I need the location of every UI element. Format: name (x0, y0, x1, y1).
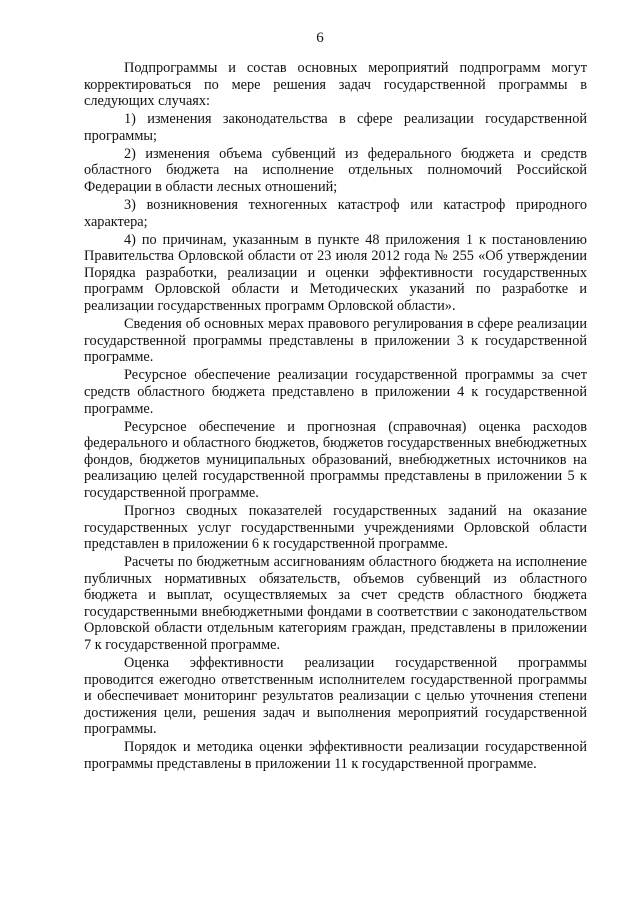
paragraph-intro: Подпрограммы и состав основных мероприятий подпрограмм могут корректироваться по мере решения задач государственной программы в следующих случаях: (84, 60, 587, 110)
paragraph-evaluation-methodology: Порядок и методика оценки эффективности реализации государственной программы представлены в приложении 11 к государственной программе. (84, 739, 587, 772)
paragraph-effectiveness-evaluation: Оценка эффективности реализации государственной программы проводится ежегодно ответственным исполнителем государственной программы и обеспечивает мониторинг результатов реализации с целью уточнения степени достижения цели, решения задач и выполнения мероприятий государственной программы. (84, 655, 587, 738)
paragraph-state-assignments: Прогноз сводных показателей государственных заданий на оказание государственных услуг государственными учреждениями Орловской области представлен в приложении 6 к государственной программе. (84, 502, 587, 553)
paragraph-case-3: 3) возникновения техногенных катастроф или катастроф природного характера; (84, 197, 587, 230)
paragraph-budget-allocations: Расчеты по бюджетным ассигнованиям областного бюджета на исполнение публичных нормативных обязательств, объемов субвенций из областного бюджета и выплат, осуществляемых за счет средств областного бюджета государственными внебюджетными фондами в соответствии с законодательством Орловской области отдельным категориям граждан, представлены в приложении 7 к государственной программе. (84, 554, 587, 653)
paragraph-case-1: 1) изменения законодательства в сфере реализации государственной программы; (84, 111, 587, 144)
paragraph-case-2: 2) изменения объема субвенций из федерального бюджета и средств областного бюджета на исполнение отдельных полномочий Российской Федерации в области лесных отношений; (84, 145, 587, 196)
document-body (84, 60, 587, 774)
page-number: 6 (316, 30, 324, 46)
paragraph-resource-regional-budget: Ресурсное обеспечение реализации государственной программы за счет средств областного бюджета представлено в приложении 4 к государственной программе. (84, 367, 587, 417)
paragraph-legal-regulation: Сведения об основных мерах правового регулирования в сфере реализации государственной программы представлены в приложении 3 к государственной программе. (84, 316, 587, 366)
paragraph-resource-forecast: Ресурсное обеспечение и прогнозная (справочная) оценка расходов федерального и областного бюджетов, бюджетов государственных внебюджетных фондов, бюджетов муниципальных образований, внебюджетных источников на реализацию целей государственной программы представлены в приложении 5 к государственной программе. (84, 418, 587, 501)
paragraph-case-4: 4) по причинам, указанным в пункте 48 приложения 1 к постановлению Правительства Орловской области от 23 июля 2012 года № 255 «Об утверждении Порядка разработки, реализации и оценки эффективности государственных программ Орловской области и Методических указаний по разработке и реализации государственных программ Орловской области». (84, 231, 587, 315)
